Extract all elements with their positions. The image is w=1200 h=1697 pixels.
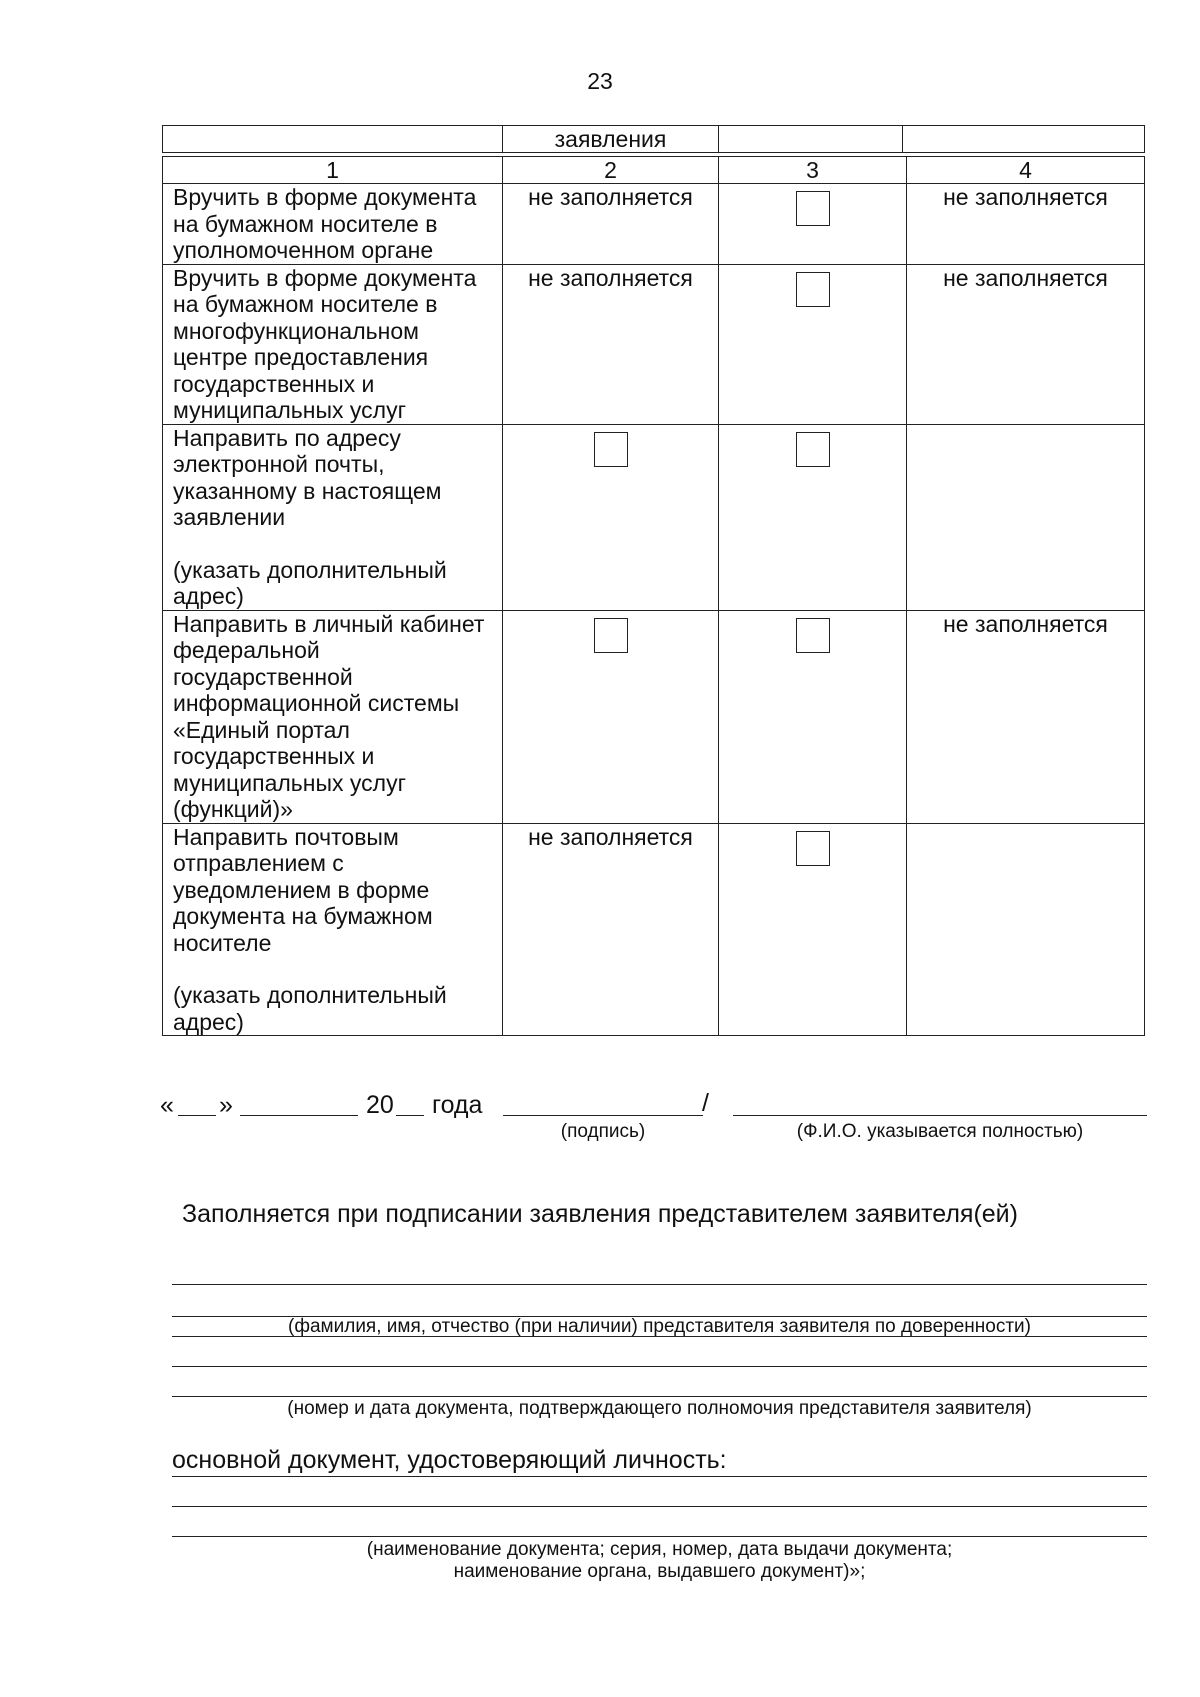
representative-heading: Заполняется при подписании заявления представителем заявителя(ей) xyxy=(182,1200,1018,1228)
row-5-col3 xyxy=(719,823,907,1036)
row-5-method-note: (указать дополнительный адрес) xyxy=(173,982,447,1035)
id-document-caption-2: наименование органа, выдавшего документ)»; xyxy=(453,1561,866,1582)
row-4-col2 xyxy=(503,610,719,823)
id-document-field-2[interactable] xyxy=(172,1514,1147,1537)
representative-doc-field-2[interactable] xyxy=(172,1374,1147,1397)
table-row xyxy=(163,184,1145,265)
row-3-method xyxy=(163,424,503,610)
row-2-col4: не заполняется xyxy=(907,264,1145,424)
signature-field[interactable] xyxy=(503,1094,703,1116)
row-5-col4 xyxy=(907,823,1145,1036)
table-row xyxy=(163,424,1145,610)
id-document-field[interactable] xyxy=(172,1484,1147,1507)
signature-caption: (подпись) xyxy=(560,1121,646,1142)
checkbox[interactable] xyxy=(796,191,830,226)
row-3-col3 xyxy=(719,424,907,610)
row-3-col2 xyxy=(503,424,719,610)
year-field[interactable] xyxy=(396,1094,424,1116)
month-field[interactable] xyxy=(240,1094,358,1116)
quote-close: » xyxy=(219,1091,233,1119)
row-5-method xyxy=(163,823,503,1036)
checkbox[interactable] xyxy=(594,618,628,653)
caption-underline xyxy=(172,1314,1147,1337)
header-cell-1 xyxy=(163,126,503,153)
delivery-method-table xyxy=(162,156,1145,1036)
quote-open: « xyxy=(160,1091,174,1119)
page-number: 23 xyxy=(587,68,613,94)
representative-name-caption: (фамилия, имя, отчество (при наличии) представителя заявителя по доверенности) xyxy=(288,1316,1031,1337)
column-numbers-row xyxy=(163,157,1145,184)
header-cell-3 xyxy=(719,126,903,153)
representative-doc-field[interactable] xyxy=(172,1344,1147,1367)
row-5-col2: не заполняется xyxy=(503,823,719,1036)
checkbox[interactable] xyxy=(796,831,830,866)
header-cell-2: заявления xyxy=(503,126,719,153)
year-prefix: 20 xyxy=(366,1091,394,1119)
year-suffix: года xyxy=(432,1091,483,1119)
table-header-continuation xyxy=(162,125,1145,153)
column-number-3: 3 xyxy=(719,157,907,184)
column-number-1: 1 xyxy=(163,157,503,184)
row-2-col2: не заполняется xyxy=(503,264,719,424)
checkbox[interactable] xyxy=(796,432,830,467)
representative-name-field[interactable] xyxy=(172,1260,1147,1285)
row-4-col4: не заполняется xyxy=(907,610,1145,823)
id-document-label: основной документ, удостоверяющий личность: xyxy=(172,1446,727,1474)
table-row xyxy=(163,823,1145,1036)
id-document-caption-1: (наименование документа; серия, номер, дата выдачи документа; xyxy=(366,1539,953,1560)
table-row xyxy=(163,264,1145,424)
full-name-caption: (Ф.И.О. указывается полностью) xyxy=(796,1121,1084,1142)
row-2-col3 xyxy=(719,264,907,424)
day-field[interactable] xyxy=(178,1094,216,1116)
row-1-col2: не заполняется xyxy=(503,184,719,265)
row-1-col4: не заполняется xyxy=(907,184,1145,265)
row-1-method: Вручить в форме документа на бумажном носителе в уполномоченном органе xyxy=(163,184,503,265)
table-row xyxy=(163,610,1145,823)
row-3-method-text: Направить по адресу электронной почты, указанному в настоящем заявлении xyxy=(173,424,442,530)
row-3-col4 xyxy=(907,424,1145,610)
checkbox[interactable] xyxy=(796,272,830,307)
row-4-col3 xyxy=(719,610,907,823)
row-1-col3 xyxy=(719,184,907,265)
column-number-4: 4 xyxy=(907,157,1145,184)
column-number-2: 2 xyxy=(503,157,719,184)
checkbox[interactable] xyxy=(594,432,628,467)
row-2-method: Вручить в форме документа на бумажном носителе в многофункциональном центре предоставления государственных и муниципальных услуг xyxy=(163,264,503,424)
header-cell-4 xyxy=(903,126,1145,153)
id-document-line[interactable] xyxy=(172,1444,1147,1477)
slash: / xyxy=(702,1089,709,1117)
row-3-method-note: (указать дополнительный адрес) xyxy=(173,556,447,609)
full-name-field[interactable] xyxy=(733,1094,1147,1116)
checkbox[interactable] xyxy=(796,618,830,653)
row-4-method: Направить в личный кабинет федеральной государственной информационной системы «Единый портал государственных и муниципальных услуг (функций)» xyxy=(163,610,503,823)
row-5-method-text: Направить почтовым отправлением с уведомлением в форме документа на бумажном носителе xyxy=(173,823,433,956)
representative-doc-caption: (номер и дата документа, подтверждающего полномочия представителя заявителя) xyxy=(287,1398,1032,1419)
